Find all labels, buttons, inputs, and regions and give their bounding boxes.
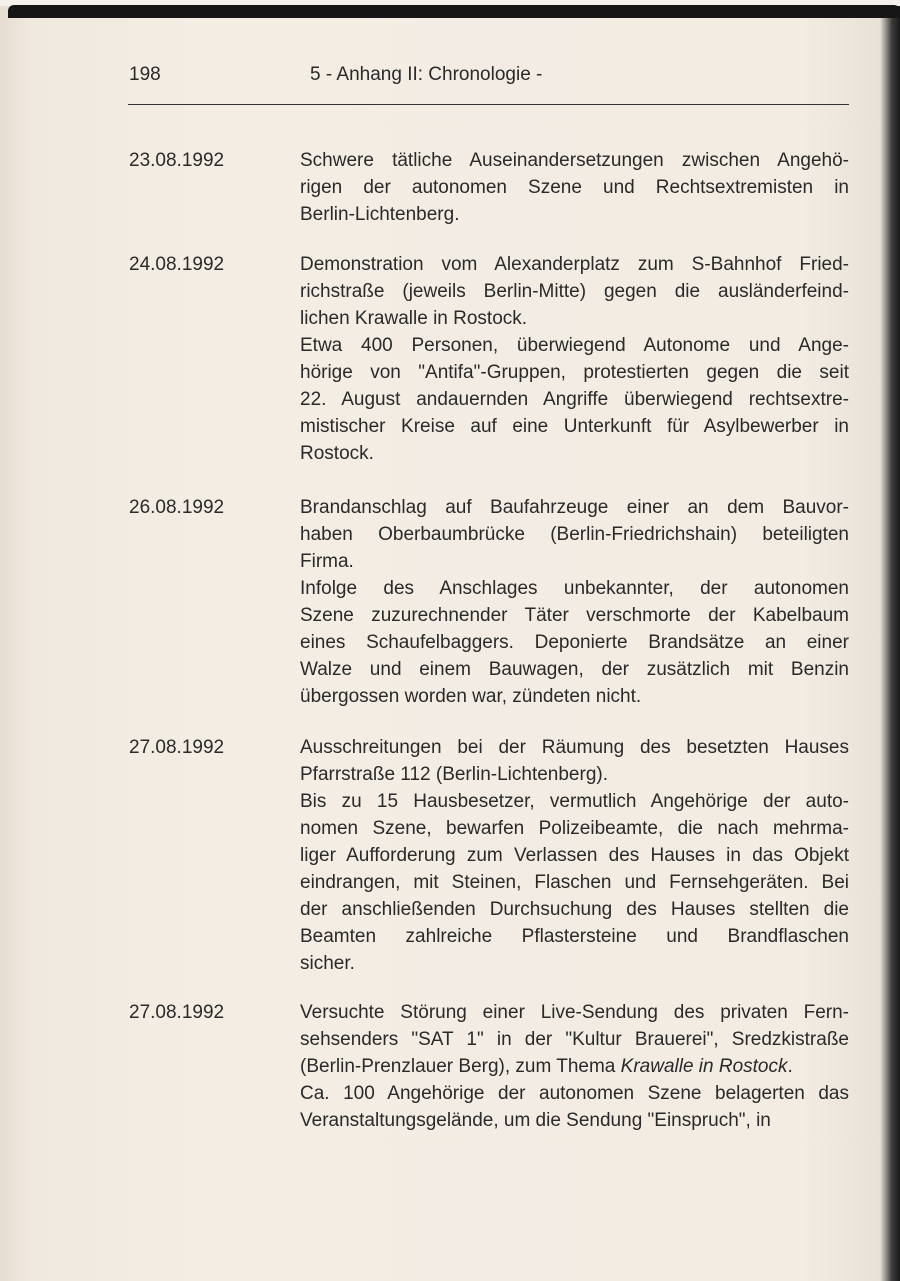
text-line: Szene zuzurechnender Täter verschmorte der Kabelbaum (300, 605, 849, 626)
text-line: Schwere tätliche Auseinandersetzungen zwischen Angehö- (300, 150, 849, 171)
entry-text (300, 999, 849, 1134)
text-line: Versuchte Störung einer Live-Sendung des privaten Fern- (300, 1002, 849, 1023)
entry-text (300, 147, 849, 228)
header-rule (128, 104, 849, 105)
entry-text (300, 251, 849, 467)
text-line: Demonstration vom Alexanderplatz zum S-Bahnhof Fried- (300, 254, 849, 275)
text-line: Etwa 400 Personen, überwiegend Autonome und Ange- (300, 335, 849, 356)
text-line: Brandanschlag auf Baufahrzeuge einer an dem Bauvor- (300, 497, 849, 518)
text-line: sehsenders "SAT 1" in der "Kultur Brauerei", Sredzkistraße (300, 1029, 849, 1050)
text-line: Beamten zahlreiche Pflastersteine und Brandflaschen (300, 926, 849, 947)
text-line: 22. August andauernden Angriffe überwiegend rechtsextre- (300, 389, 849, 410)
entry-date: 27.08.1992 (129, 1002, 225, 1023)
text-segment: (Berlin-Prenzlauer Berg), zum Thema (300, 1056, 621, 1077)
text-line: Veranstaltungsgelände, um die Sendung "Einspruch", in (300, 1110, 771, 1131)
text-line: rigen der autonomen Szene und Rechtsextremisten in (300, 177, 849, 198)
running-head: 5 - Anhang II: Chronologie - (310, 64, 543, 85)
text-line: Firma. (300, 551, 354, 572)
text-line: liger Aufforderung zum Verlassen des Hauses in das Objekt (300, 845, 849, 866)
text-line: Pfarrstraße 112 (Berlin-Lichtenberg). (300, 764, 608, 785)
scan-dark-border (8, 5, 900, 18)
text-line: Walze und einem Bauwagen, der zusätzlich mit Benzin (300, 659, 849, 680)
text-line: eindrangen, mit Steinen, Flaschen und Fernsehgeräten. Bei (300, 872, 849, 893)
text-line: Berlin-Lichtenberg. (300, 204, 460, 225)
entry-text (300, 494, 849, 710)
entry-text (300, 734, 849, 977)
text-line: eines Schaufelbaggers. Deponierte Brandsätze an einer (300, 632, 849, 653)
text-line: Ca. 100 Angehörige der autonomen Szene belagerten das (300, 1083, 849, 1104)
text-line: sicher. (300, 953, 355, 974)
text-line: Ausschreitungen bei der Räumung des besetzten Hauses (300, 737, 849, 758)
text-line: übergossen worden war, zündeten nicht. (300, 686, 642, 707)
page-number: 198 (129, 64, 161, 85)
text-line: Bis zu 15 Hausbesetzer, vermutlich Angehörige der auto- (300, 791, 849, 812)
text-line: lichen Krawalle in Rostock. (300, 308, 528, 329)
text-line: haben Oberbaumbrücke (Berlin-Friedrichshain) beteiligten (300, 524, 849, 545)
text-line: mistischer Kreise auf eine Unterkunft für Asylbewerber in (300, 416, 849, 437)
text-line: richstraße (jeweils Berlin-Mitte) gegen die ausländerfeind- (300, 281, 849, 302)
entry-date: 27.08.1992 (129, 737, 225, 758)
text-line: der anschließenden Durchsuchung des Hauses stellten die (300, 899, 849, 920)
text-line: hörige von "Antifa"-Gruppen, protestierten gegen die seit (300, 362, 849, 383)
text-line: nomen Szene, bewarfen Polizeibeamte, die nach mehrma- (300, 818, 849, 839)
entry-date: 24.08.1992 (129, 254, 225, 275)
text-segment: . (787, 1056, 793, 1077)
text-line: Infolge des Anschlages unbekannter, der autonomen (300, 578, 849, 599)
text-line: Rostock. (300, 443, 374, 464)
text-line (300, 1053, 849, 1080)
entry-date: 23.08.1992 (129, 150, 225, 171)
entry-date: 26.08.1992 (129, 497, 225, 518)
italic-title: Krawalle in Rostock (620, 1056, 788, 1077)
